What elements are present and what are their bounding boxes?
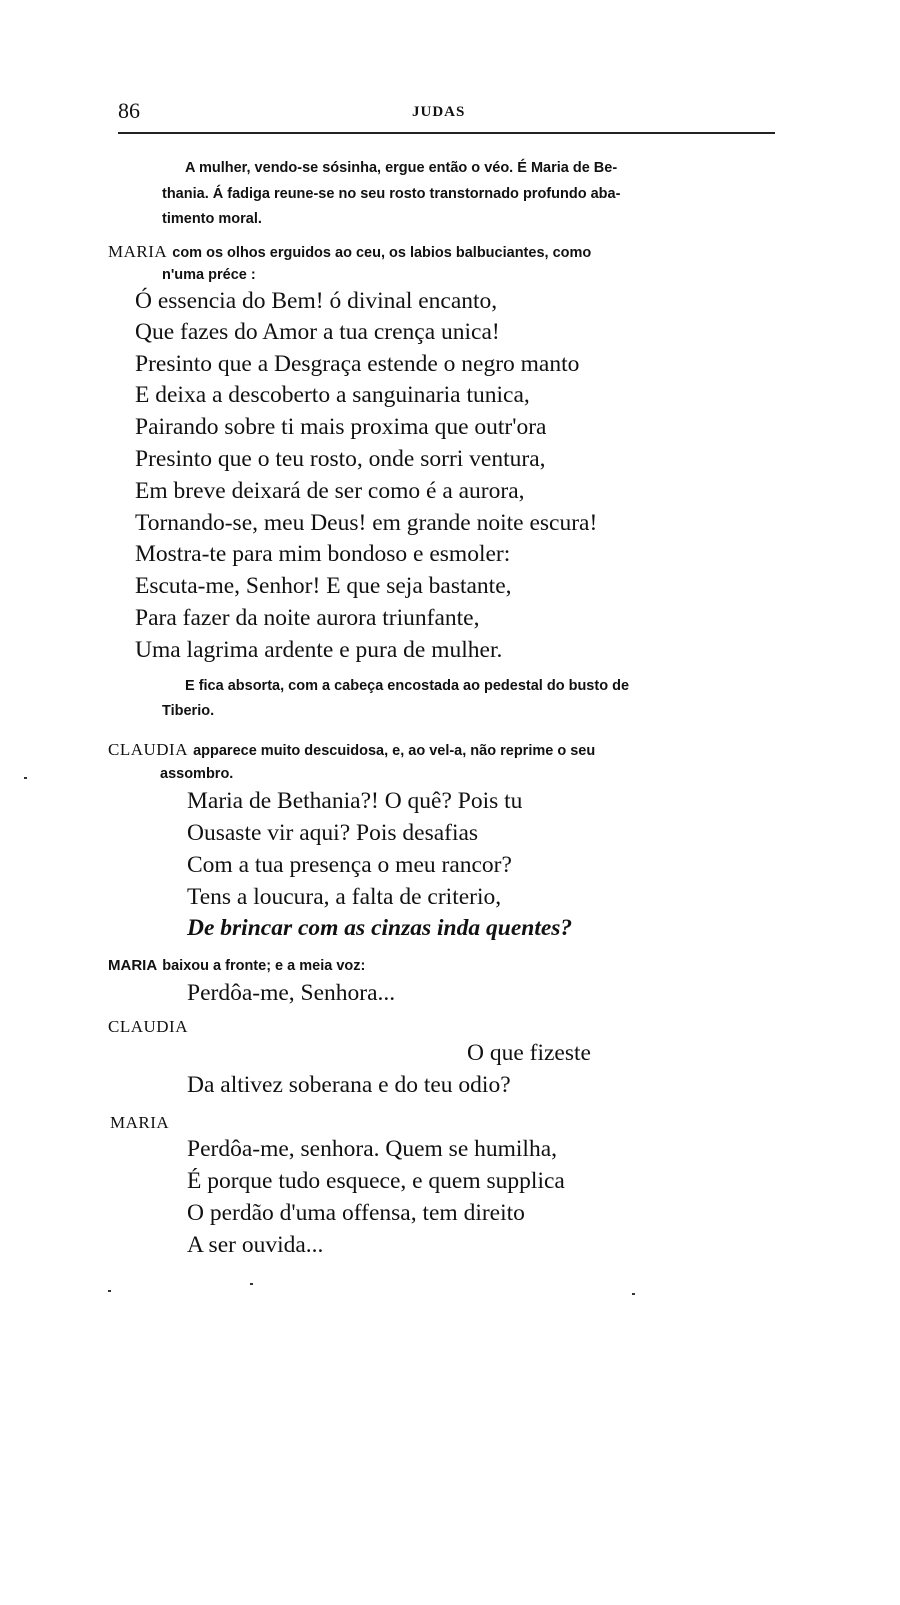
claudia-direction — [108, 740, 595, 760]
stage-direction-line: Tiberio. — [162, 703, 215, 719]
verse-line: Presinto que a Desgraça estende o negro manto — [135, 351, 580, 377]
running-title: JUDAS — [412, 104, 466, 120]
verse-line: Uma lagrima ardente e pura de mulher. — [135, 637, 503, 663]
speaker-direction-cont: n'uma préce : — [162, 267, 256, 283]
maria-direction — [108, 242, 591, 262]
verse-line: Perdôa-me, senhora. Quem se humilha, — [187, 1136, 558, 1162]
verse-line: Que fazes do Amor a tua crença unica! — [135, 319, 500, 345]
verse-line: Da altivez soberana e do teu odio? — [187, 1072, 511, 1098]
print-speck — [108, 1290, 111, 1292]
speaker-direction: baixou a fronte; e a meia voz: — [162, 958, 366, 974]
speaker-name: CLAUDIA — [108, 1017, 188, 1036]
verse-line: É porque tudo esquece, e quem supplica — [187, 1168, 565, 1194]
speaker-name: CLAUDIA — [108, 740, 188, 759]
print-speck — [250, 1283, 253, 1285]
verse-line: O perdão d'uma offensa, tem direito — [187, 1200, 525, 1226]
header-rule — [118, 132, 775, 134]
print-speck — [24, 777, 27, 779]
speaker-direction: apparece muito descuidosa, e, ao vel-a, não reprime o seu — [193, 743, 596, 759]
verse-line: O que fizeste — [467, 1040, 591, 1066]
verse-line: Perdôa-me, Senhora... — [187, 980, 396, 1006]
speaker-direction-cont: assombro. — [160, 766, 234, 782]
speaker-direction: com os olhos erguidos ao ceu, os labios balbuciantes, como — [172, 245, 592, 261]
print-speck — [632, 1293, 635, 1295]
stage-direction-line: E fica absorta, com a cabeça encostada ao pedestal do busto de — [185, 678, 630, 694]
speaker-name: MARIA — [110, 1113, 170, 1132]
speaker-name: MARIA — [108, 957, 158, 974]
speaker-name: MARIA — [108, 242, 168, 261]
verse-line-italic: De brincar com as cinzas inda quentes? — [187, 915, 573, 941]
verse-line: Ó essencia do Bem! ó divinal encanto, — [135, 288, 498, 314]
verse-line: Em breve deixará de ser como é a aurora, — [135, 478, 525, 504]
maria-direction — [108, 955, 365, 974]
verse-line: Escuta-me, Senhor! E que seja bastante, — [135, 573, 512, 599]
stage-direction-line: thania. Á fadiga reune-se no seu rosto transtornado profundo aba- — [162, 186, 621, 202]
verse-line: Para fazer da noite aurora triunfante, — [135, 605, 480, 631]
verse-line: E deixa a descoberto a sanguinaria tunica, — [135, 382, 530, 408]
verse-line: Tornando-se, meu Deus! em grande noite escura! — [135, 510, 598, 536]
verse-line: Presinto que o teu rosto, onde sorri ventura, — [135, 446, 546, 472]
verse-line: Ousaste vir aqui? Pois desafias — [187, 820, 479, 846]
verse-line: Com a tua presença o meu rancor? — [187, 852, 512, 878]
page-number: 86 — [118, 98, 140, 123]
verse-line: Pairando sobre ti mais proxima que outr'ora — [135, 414, 547, 440]
verse-line: A ser ouvida... — [187, 1232, 324, 1258]
verse-line: Mostra-te para mim bondoso e esmoler: — [135, 541, 511, 567]
stage-direction-line: A mulher, vendo-se sósinha, ergue então o véo. É Maria de Be- — [185, 160, 618, 176]
verse-line: Maria de Bethania?! O quê? Pois tu — [187, 788, 523, 814]
stage-direction-line: timento moral. — [162, 211, 262, 227]
verse-line: Tens a loucura, a falta de criterio, — [187, 884, 502, 910]
